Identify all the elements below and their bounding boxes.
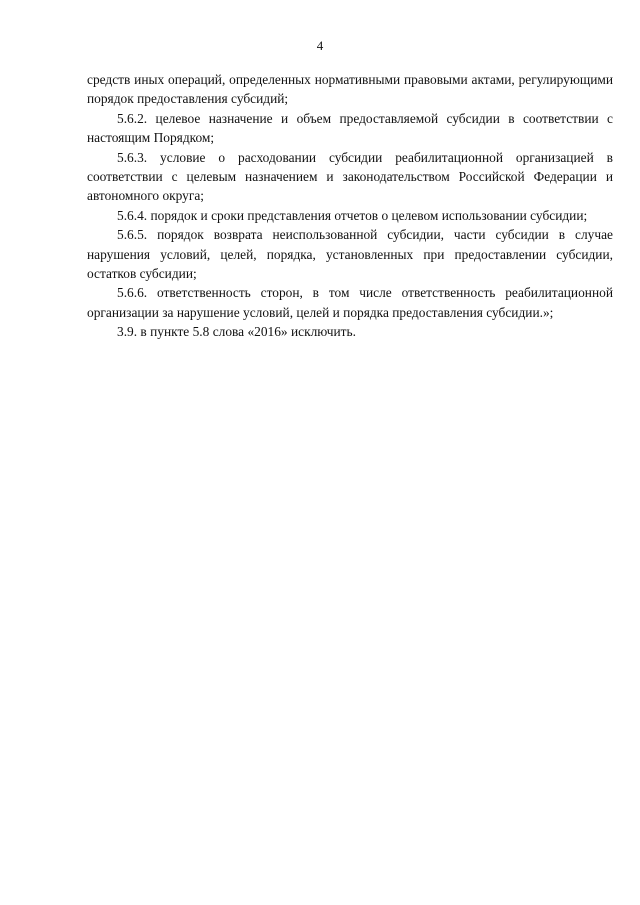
paragraph-5-6-3: 5.6.3. условие о расходовании субсидии реабилитационной организацией в соответствии с целевым назначением и законодательством Российской Федерации и автономного округа; [87, 149, 613, 204]
paragraph-5-6-6: 5.6.6. ответственность сторон, в том числе ответственность реабилитационной организации за нарушение условий, целей и порядка предоставления субсидии.»; [87, 285, 613, 320]
paragraph-5-6-2: 5.6.2. целевое назначение и объем предоставляемой субсидии в соответствии с настоящим Порядком; [87, 110, 613, 146]
paragraph-5-6-4: 5.6.4. порядок и сроки представления отчетов о целевом использовании субсидии; [117, 207, 588, 223]
paragraph-5-6-5: 5.6.5. порядок возврата неиспользованной субсидии, части субсидии в случае нарушения условий, целей, порядка, установленных при предоставлении субсидии, остатков субсидии; [87, 227, 613, 282]
document-body [87, 70, 613, 342]
paragraph-3-9: 3.9. в пункте 5.8 слова «2016» исключить. [117, 324, 356, 340]
page-number: 4 [316, 38, 324, 53]
paragraph-continuation: средств иных операций, определенных нормативными правовыми актами, регулирующими порядок предоставления субсидий; [87, 72, 613, 107]
